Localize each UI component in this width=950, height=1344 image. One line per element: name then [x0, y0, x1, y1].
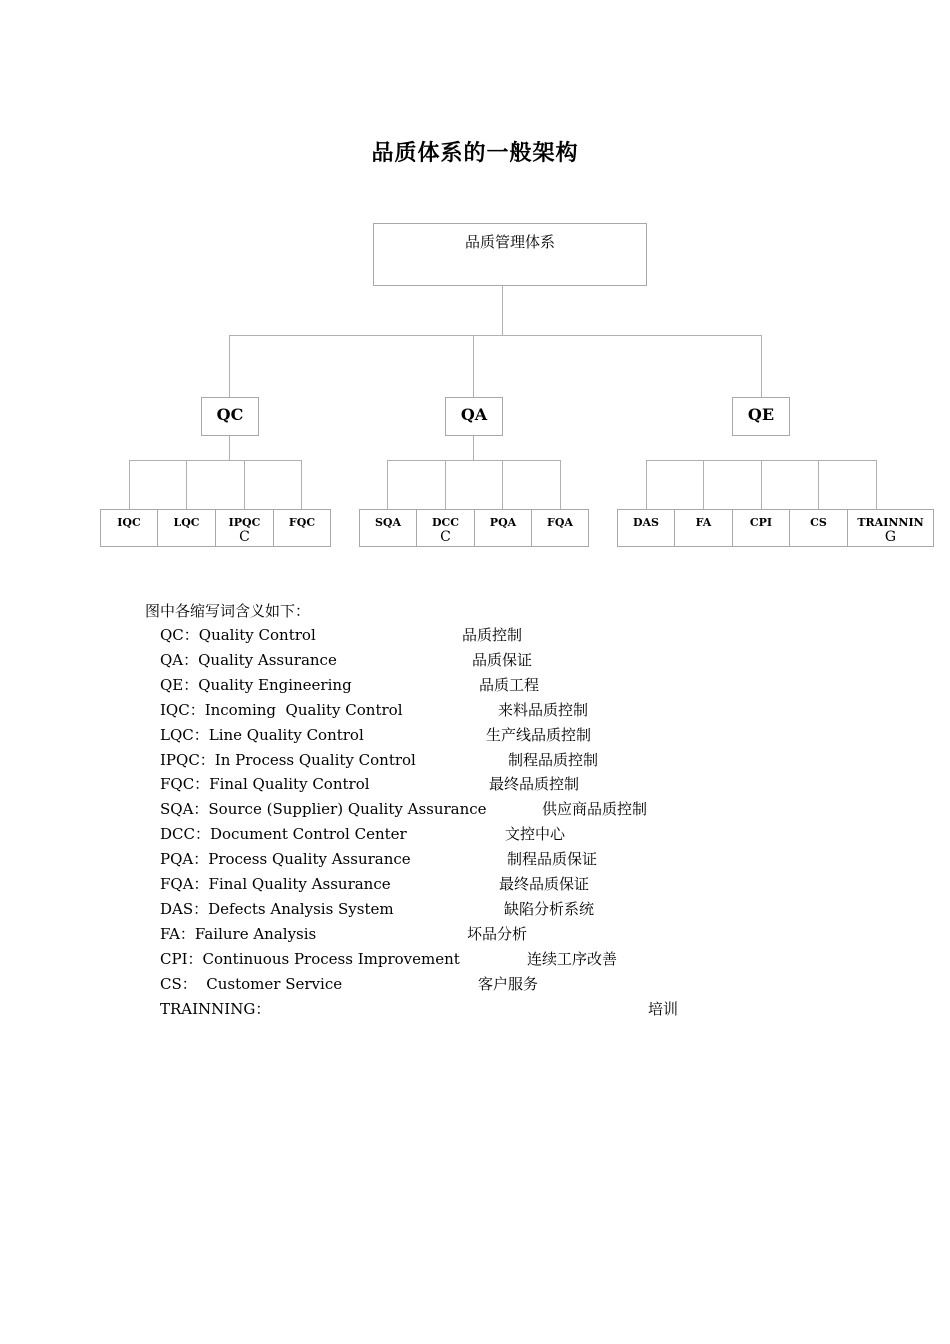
- org-node-iqc: [100, 509, 158, 547]
- org-node-label-wrap: C: [239, 529, 250, 545]
- org-node-ipqc: [215, 509, 274, 547]
- legend-term: CS： Customer Service: [160, 975, 343, 993]
- legend-term: QE：Quality Engineering: [160, 676, 352, 694]
- legend-term: IPQC：In Process Quality Control: [160, 751, 416, 769]
- legend-meaning: 生产线品质控制: [486, 726, 592, 744]
- org-node-dcc: [416, 509, 475, 547]
- connector-qc-leaf: [244, 460, 245, 509]
- connector-qe-leaf: [818, 460, 819, 509]
- page-title: 品质体系的一般架构: [371, 140, 579, 166]
- org-node-label: FQA: [547, 516, 573, 529]
- legend-meaning: 最终品质控制: [489, 775, 580, 793]
- org-node-qc: [201, 397, 259, 436]
- org-node-label-wrap: C: [440, 529, 451, 545]
- org-node-qe: [732, 397, 790, 436]
- org-node-label-wrap: G: [884, 529, 897, 545]
- legend-meaning: 制程品质保证: [507, 850, 598, 868]
- connector-qc-stem: [229, 436, 230, 460]
- legend-meaning: 客户服务: [478, 975, 539, 993]
- legend-term: IQC：Incoming Quality Control: [160, 701, 403, 719]
- legend-term: CPI：Continuous Process Improvement: [160, 950, 460, 968]
- legend-meaning: 品质工程: [479, 676, 540, 694]
- legend-term: QC：Quality Control: [160, 626, 316, 644]
- connector-qe-leaf: [703, 460, 704, 509]
- legend-term: QA：Quality Assurance: [160, 651, 337, 669]
- connector-qa-leaf: [502, 460, 503, 509]
- connector-qa-down: [473, 335, 474, 397]
- org-node-das: [617, 509, 675, 547]
- org-node-fa: [674, 509, 733, 547]
- org-node-cpi: [732, 509, 790, 547]
- connector-level1-bar: [229, 335, 762, 336]
- legend-term: FQA：Final Quality Assurance: [160, 875, 391, 893]
- org-node-label: DAS: [632, 516, 660, 529]
- legend-meaning: 制程品质控制: [508, 751, 599, 769]
- connector-qc-bar: [129, 460, 302, 461]
- connector-qa-leaf: [560, 460, 561, 509]
- legend-term: FQC：Final Quality Control: [160, 775, 370, 793]
- connector-qa-bar: [387, 460, 561, 461]
- org-node-label: IPQC: [228, 516, 261, 529]
- connector-qe-down: [761, 335, 762, 397]
- org-node-label: SQA: [374, 516, 402, 529]
- connector-qe-leaf: [876, 460, 877, 509]
- connector-qa-leaf: [387, 460, 388, 509]
- org-node-label: LQC: [173, 516, 200, 529]
- legend-term: DCC：Document Control Center: [160, 825, 407, 843]
- connector-qa-stem: [473, 436, 474, 460]
- org-node-label: PQA: [489, 516, 517, 529]
- legend-heading: 图中各缩写词含义如下：: [145, 602, 311, 620]
- org-node-root: [373, 223, 647, 286]
- legend-meaning: 坏品分析: [467, 925, 528, 943]
- connector-qe-leaf: [646, 460, 647, 509]
- legend-term: PQA：Process Quality Assurance: [160, 850, 411, 868]
- org-node-label: FA: [695, 516, 712, 529]
- org-node-label: FQC: [288, 516, 316, 529]
- legend-meaning: 最终品质保证: [499, 875, 590, 893]
- connector-qe-leaf: [761, 460, 762, 509]
- org-node-lqc: [157, 509, 216, 547]
- org-node-label: QC: [216, 405, 244, 424]
- org-node-cs: [789, 509, 848, 547]
- legend-term: LQC：Line Quality Control: [160, 726, 364, 744]
- org-node-label: DCC: [431, 516, 460, 529]
- legend-meaning: 文控中心: [505, 825, 566, 843]
- org-node-qa: [445, 397, 503, 436]
- legend-meaning: 连续工序改善: [527, 950, 618, 968]
- connector-qc-leaf: [301, 460, 302, 509]
- org-node-pqa: [474, 509, 532, 547]
- legend-term: FA：Failure Analysis: [160, 925, 317, 943]
- org-node-label: QA: [460, 405, 488, 424]
- org-node-label: TRAINNIN: [857, 516, 924, 529]
- legend-term: SQA：Source (Supplier) Quality Assurance: [160, 800, 487, 818]
- legend-meaning: 培训: [648, 1000, 679, 1018]
- connector-qa-leaf: [445, 460, 446, 509]
- org-node-label: CPI: [749, 516, 773, 529]
- connector-qc-down: [229, 335, 230, 397]
- org-node-label: 品质管理体系: [464, 233, 555, 251]
- org-node-fqc: [273, 509, 331, 547]
- connector-qc-leaf: [186, 460, 187, 509]
- org-node-label: QE: [747, 405, 775, 424]
- legend-meaning: 供应商品质控制: [542, 800, 648, 818]
- legend-meaning: 缺陷分析系统: [504, 900, 595, 918]
- legend-term: TRAINNING：: [160, 1000, 271, 1018]
- connector-qc-leaf: [129, 460, 130, 509]
- org-node-label: IQC: [117, 516, 141, 529]
- connector-root-down: [502, 286, 503, 335]
- org-node-fqa: [531, 509, 589, 547]
- org-node-sqa: [359, 509, 417, 547]
- legend-meaning: 品质控制: [462, 626, 523, 644]
- legend-meaning: 来料品质控制: [498, 701, 589, 719]
- legend-meaning: 品质保证: [472, 651, 533, 669]
- org-node-trainning: [847, 509, 934, 547]
- org-node-label: CS: [810, 516, 827, 529]
- legend-term: DAS：Defects Analysis System: [160, 900, 394, 918]
